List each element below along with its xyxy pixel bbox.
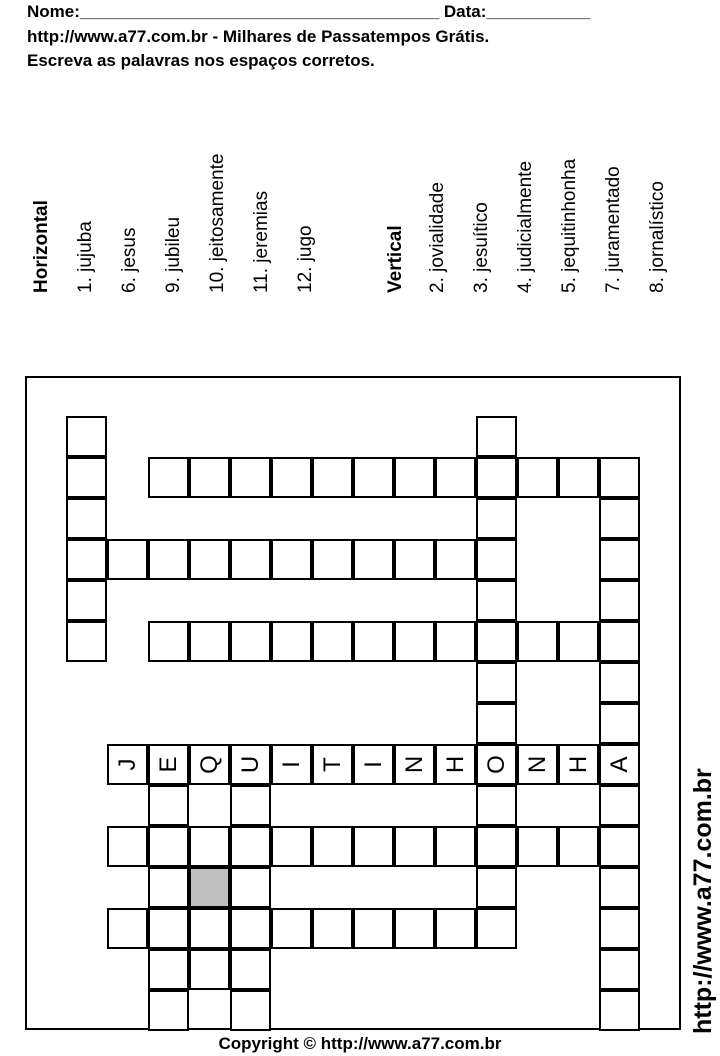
grid-cell[interactable]	[476, 539, 517, 580]
grid-cell[interactable]	[599, 539, 640, 580]
grid-cell[interactable]	[599, 457, 640, 498]
grid-cell[interactable]	[599, 867, 640, 908]
grid-cell[interactable]	[107, 826, 148, 867]
cell-letter: E	[154, 756, 182, 773]
grid-cell[interactable]	[435, 908, 476, 949]
grid-cell[interactable]	[148, 457, 189, 498]
cell-letter: J	[113, 758, 141, 771]
grid-cell[interactable]	[558, 621, 599, 662]
grid-cell[interactable]	[66, 621, 107, 662]
grid-cell[interactable]	[476, 826, 517, 867]
grid-cell[interactable]	[353, 908, 394, 949]
grid-cell[interactable]	[476, 785, 517, 826]
grid-cell[interactable]	[435, 826, 476, 867]
horizontal-clue: 11. jeremias	[251, 190, 272, 293]
grid-cell[interactable]	[312, 539, 353, 580]
grid-cell[interactable]	[312, 826, 353, 867]
horizontal-clue: 1. jujuba	[75, 221, 96, 293]
grid-cell[interactable]	[558, 744, 599, 785]
horizontal-clue: 9. jubileu	[163, 216, 184, 293]
cell-letter: H	[441, 755, 469, 774]
grid-cell[interactable]	[599, 621, 640, 662]
grid-cell[interactable]	[599, 949, 640, 990]
grid-cell[interactable]	[189, 539, 230, 580]
grid-cell[interactable]	[148, 539, 189, 580]
grid-cell[interactable]	[394, 908, 435, 949]
grid-cell[interactable]	[189, 949, 230, 990]
cell-letter: I	[359, 761, 387, 768]
grid-cell[interactable]	[148, 867, 189, 908]
grid-cell[interactable]	[312, 744, 353, 785]
grid-cell[interactable]	[599, 908, 640, 949]
grid-cell[interactable]	[148, 621, 189, 662]
grid-cell[interactable]	[189, 908, 230, 949]
grid-cell[interactable]	[312, 908, 353, 949]
grid-cell[interactable]	[107, 744, 148, 785]
grid-cell[interactable]	[476, 580, 517, 621]
grid-cell[interactable]	[517, 621, 558, 662]
grid-cell[interactable]	[230, 744, 271, 785]
grid-cell[interactable]	[312, 621, 353, 662]
grid-cell[interactable]	[476, 662, 517, 703]
vertical-clue: 3. jesuítico	[471, 202, 492, 293]
cell-letter: T	[318, 757, 346, 772]
grid-cell[interactable]	[476, 867, 517, 908]
grid-cell[interactable]	[353, 539, 394, 580]
grid-cell[interactable]	[230, 867, 271, 908]
cell-letter: A	[605, 756, 633, 773]
shaded-cell	[189, 867, 230, 908]
grid-cell[interactable]	[599, 826, 640, 867]
grid-cell[interactable]	[558, 826, 599, 867]
grid-cell[interactable]	[599, 703, 640, 744]
grid-cell[interactable]	[66, 416, 107, 457]
cell-letter: N	[523, 755, 551, 774]
grid-cell[interactable]	[189, 457, 230, 498]
grid-cell[interactable]	[353, 744, 394, 785]
grid-cell[interactable]	[353, 826, 394, 867]
cell-letter: N	[400, 755, 428, 774]
grid-cell[interactable]	[148, 744, 189, 785]
grid-cell[interactable]	[394, 826, 435, 867]
grid-cell[interactable]	[394, 457, 435, 498]
grid-cell[interactable]	[394, 539, 435, 580]
instruction-line: Escreva as palavras nos espaços corretos.	[27, 51, 375, 70]
cell-letter: U	[236, 755, 264, 774]
grid-cell[interactable]	[517, 826, 558, 867]
grid-cell[interactable]	[476, 744, 517, 785]
cell-letter: H	[564, 755, 592, 774]
vertical-clue: 5. jequitinhonha	[559, 158, 580, 293]
grid-cell[interactable]	[230, 785, 271, 826]
grid-cell[interactable]	[476, 621, 517, 662]
vertical-clue: 7. juramentado	[603, 166, 624, 293]
grid-cell[interactable]	[230, 539, 271, 580]
grid-cell[interactable]	[230, 908, 271, 949]
grid-cell[interactable]	[148, 908, 189, 949]
grid-cell[interactable]	[517, 744, 558, 785]
grid-cell[interactable]	[271, 457, 312, 498]
grid-cell[interactable]	[271, 826, 312, 867]
grid-cell[interactable]	[230, 826, 271, 867]
grid-cell[interactable]	[230, 457, 271, 498]
grid-cell[interactable]	[271, 908, 312, 949]
grid-cell[interactable]	[189, 621, 230, 662]
grid-cell[interactable]	[476, 703, 517, 744]
grid-cell[interactable]	[353, 457, 394, 498]
grid-cell[interactable]	[148, 785, 189, 826]
grid-cell[interactable]	[230, 621, 271, 662]
grid-cell[interactable]	[189, 826, 230, 867]
vertical-clue: 8. jornalístico	[647, 181, 668, 293]
grid-cell[interactable]	[476, 498, 517, 539]
name-date-line: Nome:______________________________________ Data:___________	[27, 2, 591, 21]
grid-cell[interactable]	[435, 539, 476, 580]
grid-cell[interactable]	[517, 457, 558, 498]
horizontal-clue: 12. jugo	[295, 225, 316, 293]
grid-cell[interactable]	[107, 908, 148, 949]
grid-cell[interactable]	[599, 744, 640, 785]
grid-cell[interactable]	[353, 621, 394, 662]
site-line: http://www.a77.com.br - Milhares de Passatempos Grátis.	[27, 27, 490, 46]
horizontal-clue: 10. jeitosamente	[207, 153, 228, 293]
grid-cell[interactable]	[66, 580, 107, 621]
grid-cell[interactable]	[599, 580, 640, 621]
vertical-heading: Vertical	[385, 225, 406, 293]
cell-letter: O	[482, 755, 510, 774]
grid-cell[interactable]	[230, 990, 271, 1031]
grid-cell[interactable]	[148, 949, 189, 990]
grid-cell[interactable]	[599, 662, 640, 703]
side-url: http://www.a77.com.br	[689, 768, 717, 1034]
grid-cell[interactable]	[599, 785, 640, 826]
grid-cell[interactable]	[230, 949, 271, 990]
copyright-footer: Copyright © http://www.a77.com.br	[218, 1034, 502, 1053]
grid-cell[interactable]	[66, 498, 107, 539]
vertical-clue: 2. jovialidade	[427, 182, 448, 293]
cell-letter: I	[277, 761, 305, 768]
grid-cell[interactable]	[476, 457, 517, 498]
grid-cell[interactable]	[189, 744, 230, 785]
grid-cell[interactable]	[148, 990, 189, 1031]
grid-cell[interactable]	[558, 457, 599, 498]
grid-cell[interactable]	[148, 826, 189, 867]
horizontal-heading: Horizontal	[31, 200, 52, 293]
grid-cell[interactable]	[599, 498, 640, 539]
vertical-clue: 4. judicialmente	[515, 160, 536, 293]
grid-cell[interactable]	[394, 621, 435, 662]
grid-cell[interactable]	[271, 539, 312, 580]
grid-cell[interactable]	[107, 539, 148, 580]
cell-letter: Q	[195, 755, 223, 774]
grid-cell[interactable]	[435, 744, 476, 785]
grid-cell[interactable]	[394, 744, 435, 785]
horizontal-clue: 6. jesus	[119, 227, 140, 293]
grid-cell[interactable]	[476, 416, 517, 457]
grid-cell[interactable]	[599, 990, 640, 1031]
grid-cell[interactable]	[476, 908, 517, 949]
grid-cell[interactable]	[271, 744, 312, 785]
grid-cell[interactable]	[312, 457, 353, 498]
grid-cell[interactable]	[435, 621, 476, 662]
grid-cell[interactable]	[271, 621, 312, 662]
grid-cell[interactable]	[66, 539, 107, 580]
grid-cell[interactable]	[435, 457, 476, 498]
grid-cell[interactable]	[66, 457, 107, 498]
